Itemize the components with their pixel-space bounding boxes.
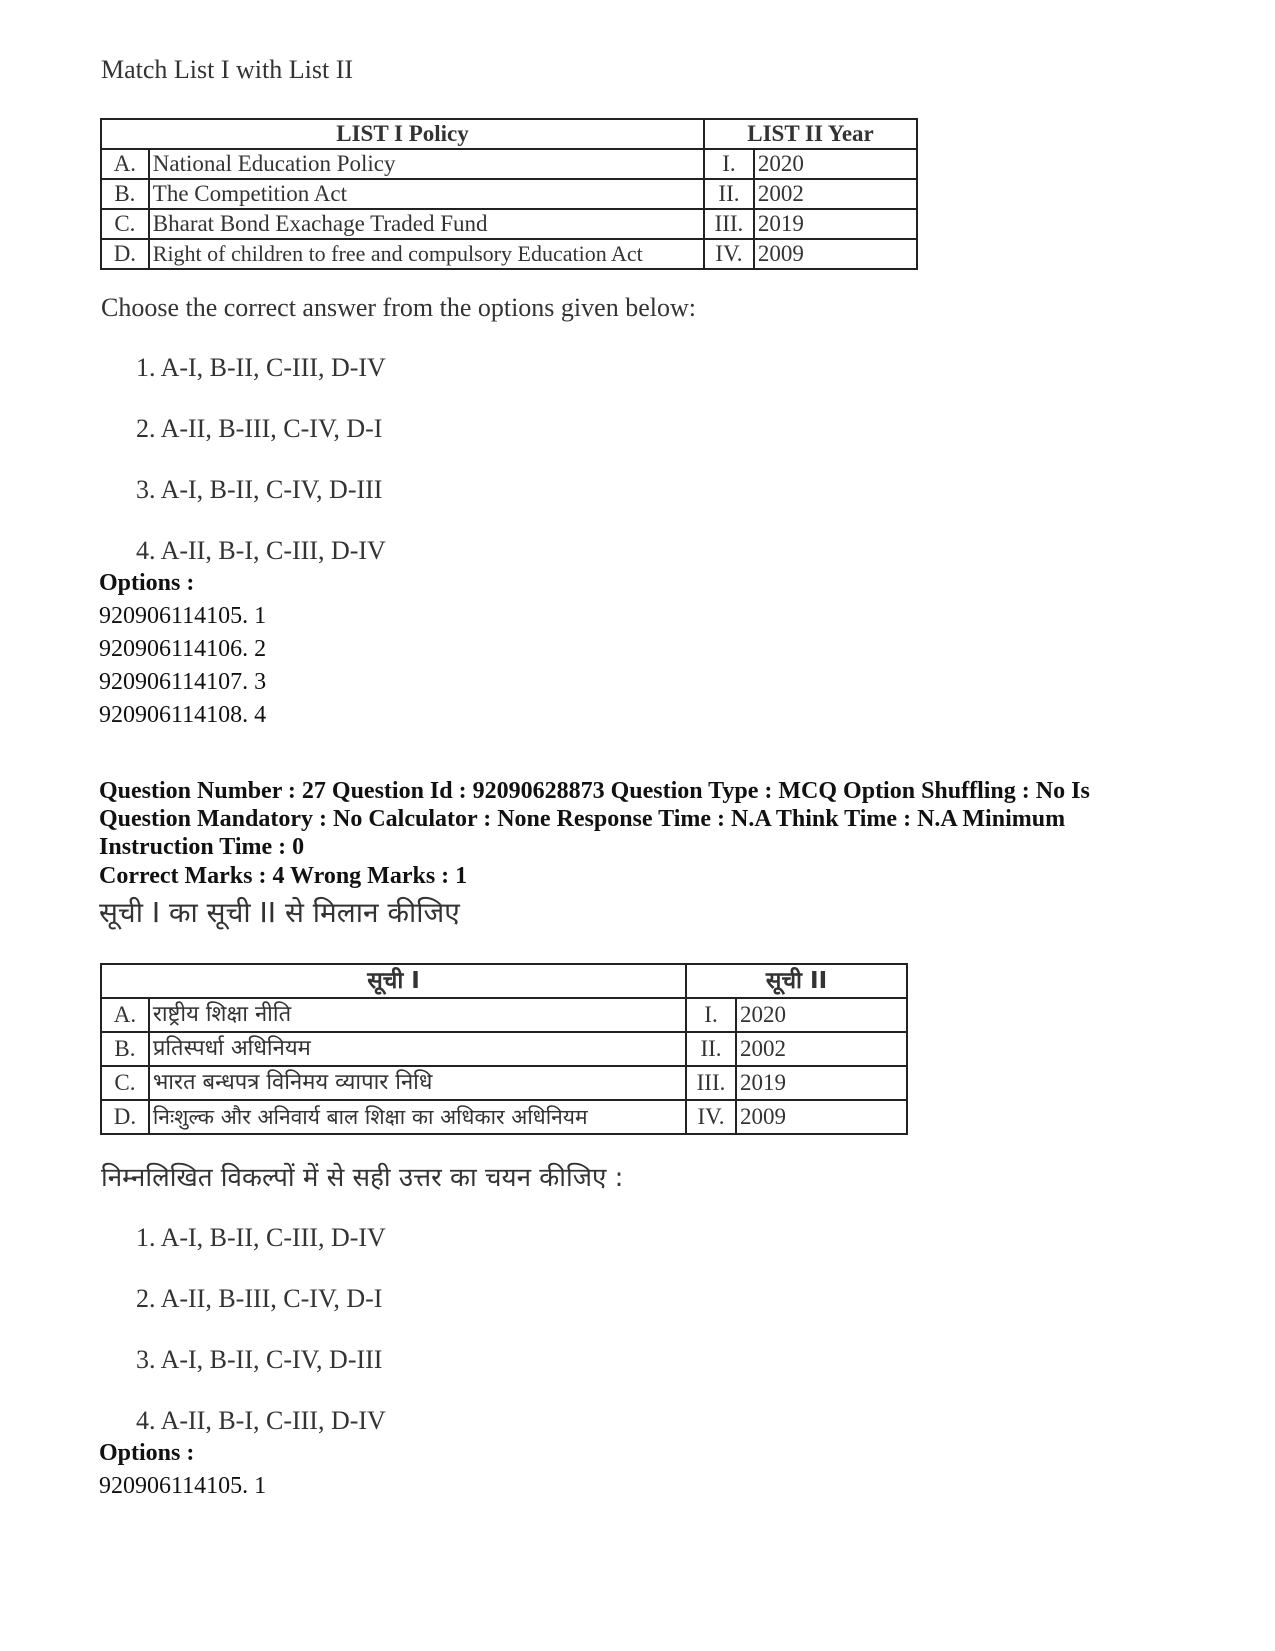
table-row xyxy=(101,1066,907,1100)
table-row xyxy=(101,149,917,179)
row-policy: Right of children to free and compulsory Education Act xyxy=(149,239,704,269)
option-item: 920906114105. 1 xyxy=(99,603,267,629)
row-policy: भारत बन्धपत्र विनिमय व्यापार निधि xyxy=(149,1066,686,1100)
table-row xyxy=(101,209,917,239)
row-label: C. xyxy=(101,1066,149,1100)
match-table-english xyxy=(100,118,918,270)
list-1-header: सूची I xyxy=(101,964,686,998)
row-roman: III. xyxy=(686,1066,736,1100)
row-year: 2020 xyxy=(754,149,917,179)
table-header-row xyxy=(101,964,907,998)
marks-info: Correct Marks : 4 Wrong Marks : 1 xyxy=(99,863,468,889)
row-label: D. xyxy=(101,1100,149,1134)
choice-1: 1. A-I, B-II, C-III, D-IV xyxy=(136,353,386,382)
row-policy: The Competition Act xyxy=(149,179,704,209)
table-row xyxy=(101,179,917,209)
row-year: 2019 xyxy=(736,1066,907,1100)
row-label: A. xyxy=(101,149,149,179)
row-label: C. xyxy=(101,209,149,239)
table-row xyxy=(101,239,917,269)
table-row xyxy=(101,1032,907,1066)
row-label: A. xyxy=(101,998,149,1032)
row-year: 2002 xyxy=(736,1032,907,1066)
list-2-header: सूची II xyxy=(686,964,907,998)
option-item: 920906114108. 4 xyxy=(99,702,267,728)
row-label: D. xyxy=(101,239,149,269)
choice-4: 4. A-II, B-I, C-III, D-IV xyxy=(136,1406,386,1435)
list-2-header: LIST II Year xyxy=(704,119,917,149)
row-label: B. xyxy=(101,1032,149,1066)
row-policy: निःशुल्क और अनिवार्य बाल शिक्षा का अधिकार अधिनियम xyxy=(149,1100,686,1134)
question-intro-hindi: सूची I का सूची II से मिलान कीजिए xyxy=(99,896,460,929)
row-roman: I. xyxy=(704,149,754,179)
list-1-header: LIST I Policy xyxy=(101,119,704,149)
row-year: 2002 xyxy=(754,179,917,209)
choice-3: 3. A-I, B-II, C-IV, D-III xyxy=(136,475,383,504)
row-policy: Bharat Bond Exachage Traded Fund xyxy=(149,209,704,239)
row-roman: I. xyxy=(686,998,736,1032)
table-row xyxy=(101,1100,907,1134)
row-roman: II. xyxy=(686,1032,736,1066)
option-item: 920906114106. 2 xyxy=(99,636,267,662)
choice-2: 2. A-II, B-III, C-IV, D-I xyxy=(136,414,383,443)
choice-4: 4. A-II, B-I, C-III, D-IV xyxy=(136,536,386,565)
option-item: 920906114107. 3 xyxy=(99,669,267,695)
row-roman: III. xyxy=(704,209,754,239)
options-heading: Options : xyxy=(99,570,195,596)
match-table-hindi xyxy=(100,963,908,1135)
row-roman: II. xyxy=(704,179,754,209)
row-roman: IV. xyxy=(686,1100,736,1134)
row-roman: IV. xyxy=(704,239,754,269)
row-policy: राष्ट्रीय शिक्षा नीति xyxy=(149,998,686,1032)
question-metadata: Question Number : 27 Question Id : 92090628873 Question Type : MCQ Option Shuffling : No Is Question Mandatory : No Calculator : None Response Time : N.A Think Time : N.A Minimum Instruction Time : 0 xyxy=(99,778,1090,860)
choose-instruction-hindi: निम्नलिखित विकल्पों में से सही उत्तर का चयन कीजिए : xyxy=(101,1163,624,1193)
option-item: 920906114105. 1 xyxy=(99,1473,267,1499)
row-year: 2019 xyxy=(754,209,917,239)
row-year: 2009 xyxy=(754,239,917,269)
choice-3: 3. A-I, B-II, C-IV, D-III xyxy=(136,1345,383,1374)
row-year: 2009 xyxy=(736,1100,907,1134)
question-intro: Match List I with List II xyxy=(101,55,354,84)
table-row xyxy=(101,998,907,1032)
table-header-row xyxy=(101,119,917,149)
choose-instruction: Choose the correct answer from the options given below: xyxy=(101,293,696,322)
choice-1: 1. A-I, B-II, C-III, D-IV xyxy=(136,1223,386,1252)
options-heading: Options : xyxy=(99,1440,195,1466)
row-policy: National Education Policy xyxy=(149,149,704,179)
row-policy: प्रतिस्पर्धा अधिनियम xyxy=(149,1032,686,1066)
choice-2: 2. A-II, B-III, C-IV, D-I xyxy=(136,1284,383,1313)
row-label: B. xyxy=(101,179,149,209)
row-year: 2020 xyxy=(736,998,907,1032)
